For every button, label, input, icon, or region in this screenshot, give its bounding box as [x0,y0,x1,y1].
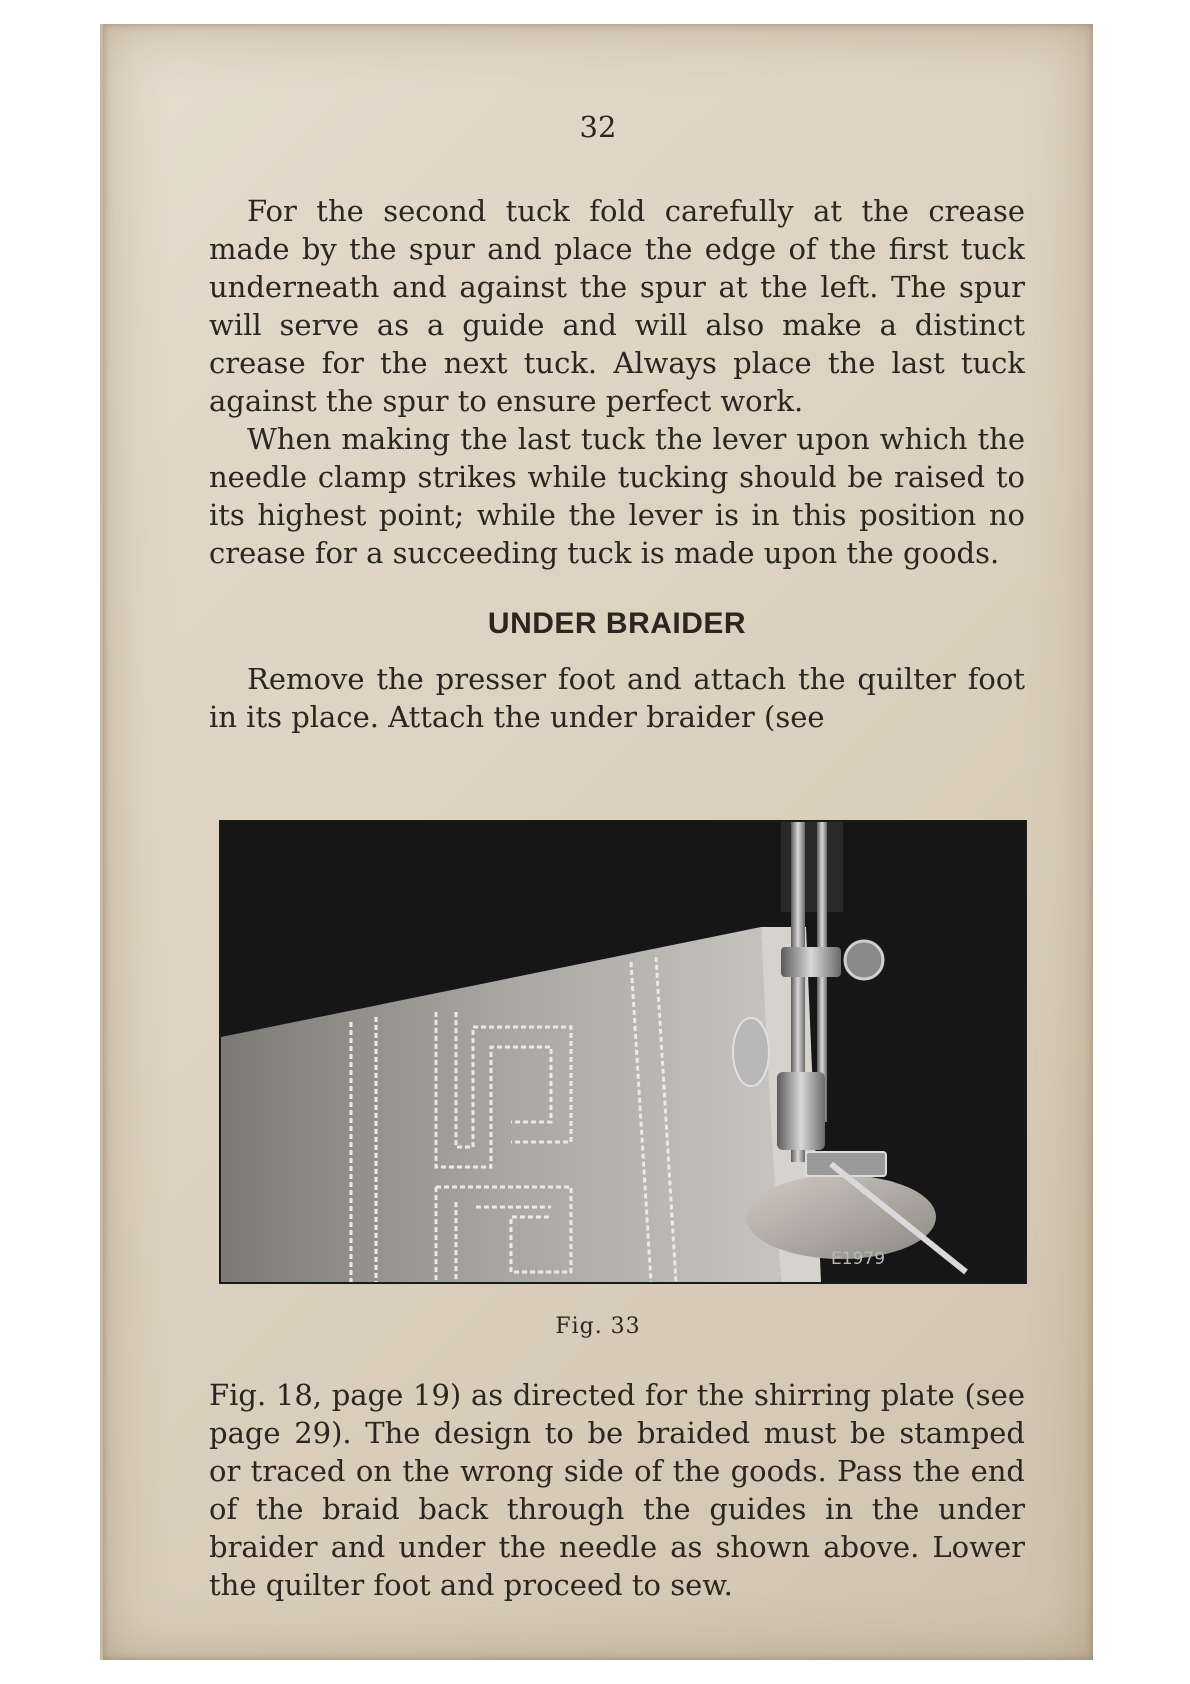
needle-clamp [781,947,841,977]
machine-head [781,822,843,912]
page-number: 32 [579,110,617,144]
throat-plate [746,1175,936,1259]
figure-stamp: E1979 [831,1249,886,1269]
top-text-block [209,192,1025,572]
sewing-machine-illustration [221,822,1025,1282]
manual-page [100,24,1093,1660]
paragraph-second-tuck: For the second tuck fold carefully at the crease made by the spur and place the edge of the first tuck underneath and against the spur at the left. The spur will serve as a guide and will also make a distinct crease for the next tuck. Always place the last tuck against the spur to ensure perfect work. [209,194,1025,418]
intro-text-block [209,660,1025,736]
tension-knob [733,1018,769,1086]
figure-33-photo [219,820,1027,1284]
figure-caption: Fig. 33 [555,1314,641,1339]
paragraph-under-braider-intro: Remove the presser foot and attach the quilter foot in its place. Attach the under braider (see [209,662,1025,734]
paragraph-last-tuck: When making the last tuck the lever upon which the needle clamp strikes while tucking should be raised to its highest point; while the lever is in this position no crease for a succeeding tuck is made upon the goods. [209,422,1025,570]
bottom-text-block [209,1376,1025,1604]
quilter-foot [777,1072,825,1150]
section-heading: UNDER BRAIDER [487,607,747,640]
paragraph-braiding-instructions: Fig. 18, page 19) as directed for the shirring plate (see page 29). The design to be braided must be stamped or traced on the wrong side of the goods. Pass the end of the braid back through the guides in the under braider and under the needle as shown above. Lower the quilter foot and proceed to sew. [209,1378,1025,1602]
thumb-screw [845,941,883,979]
